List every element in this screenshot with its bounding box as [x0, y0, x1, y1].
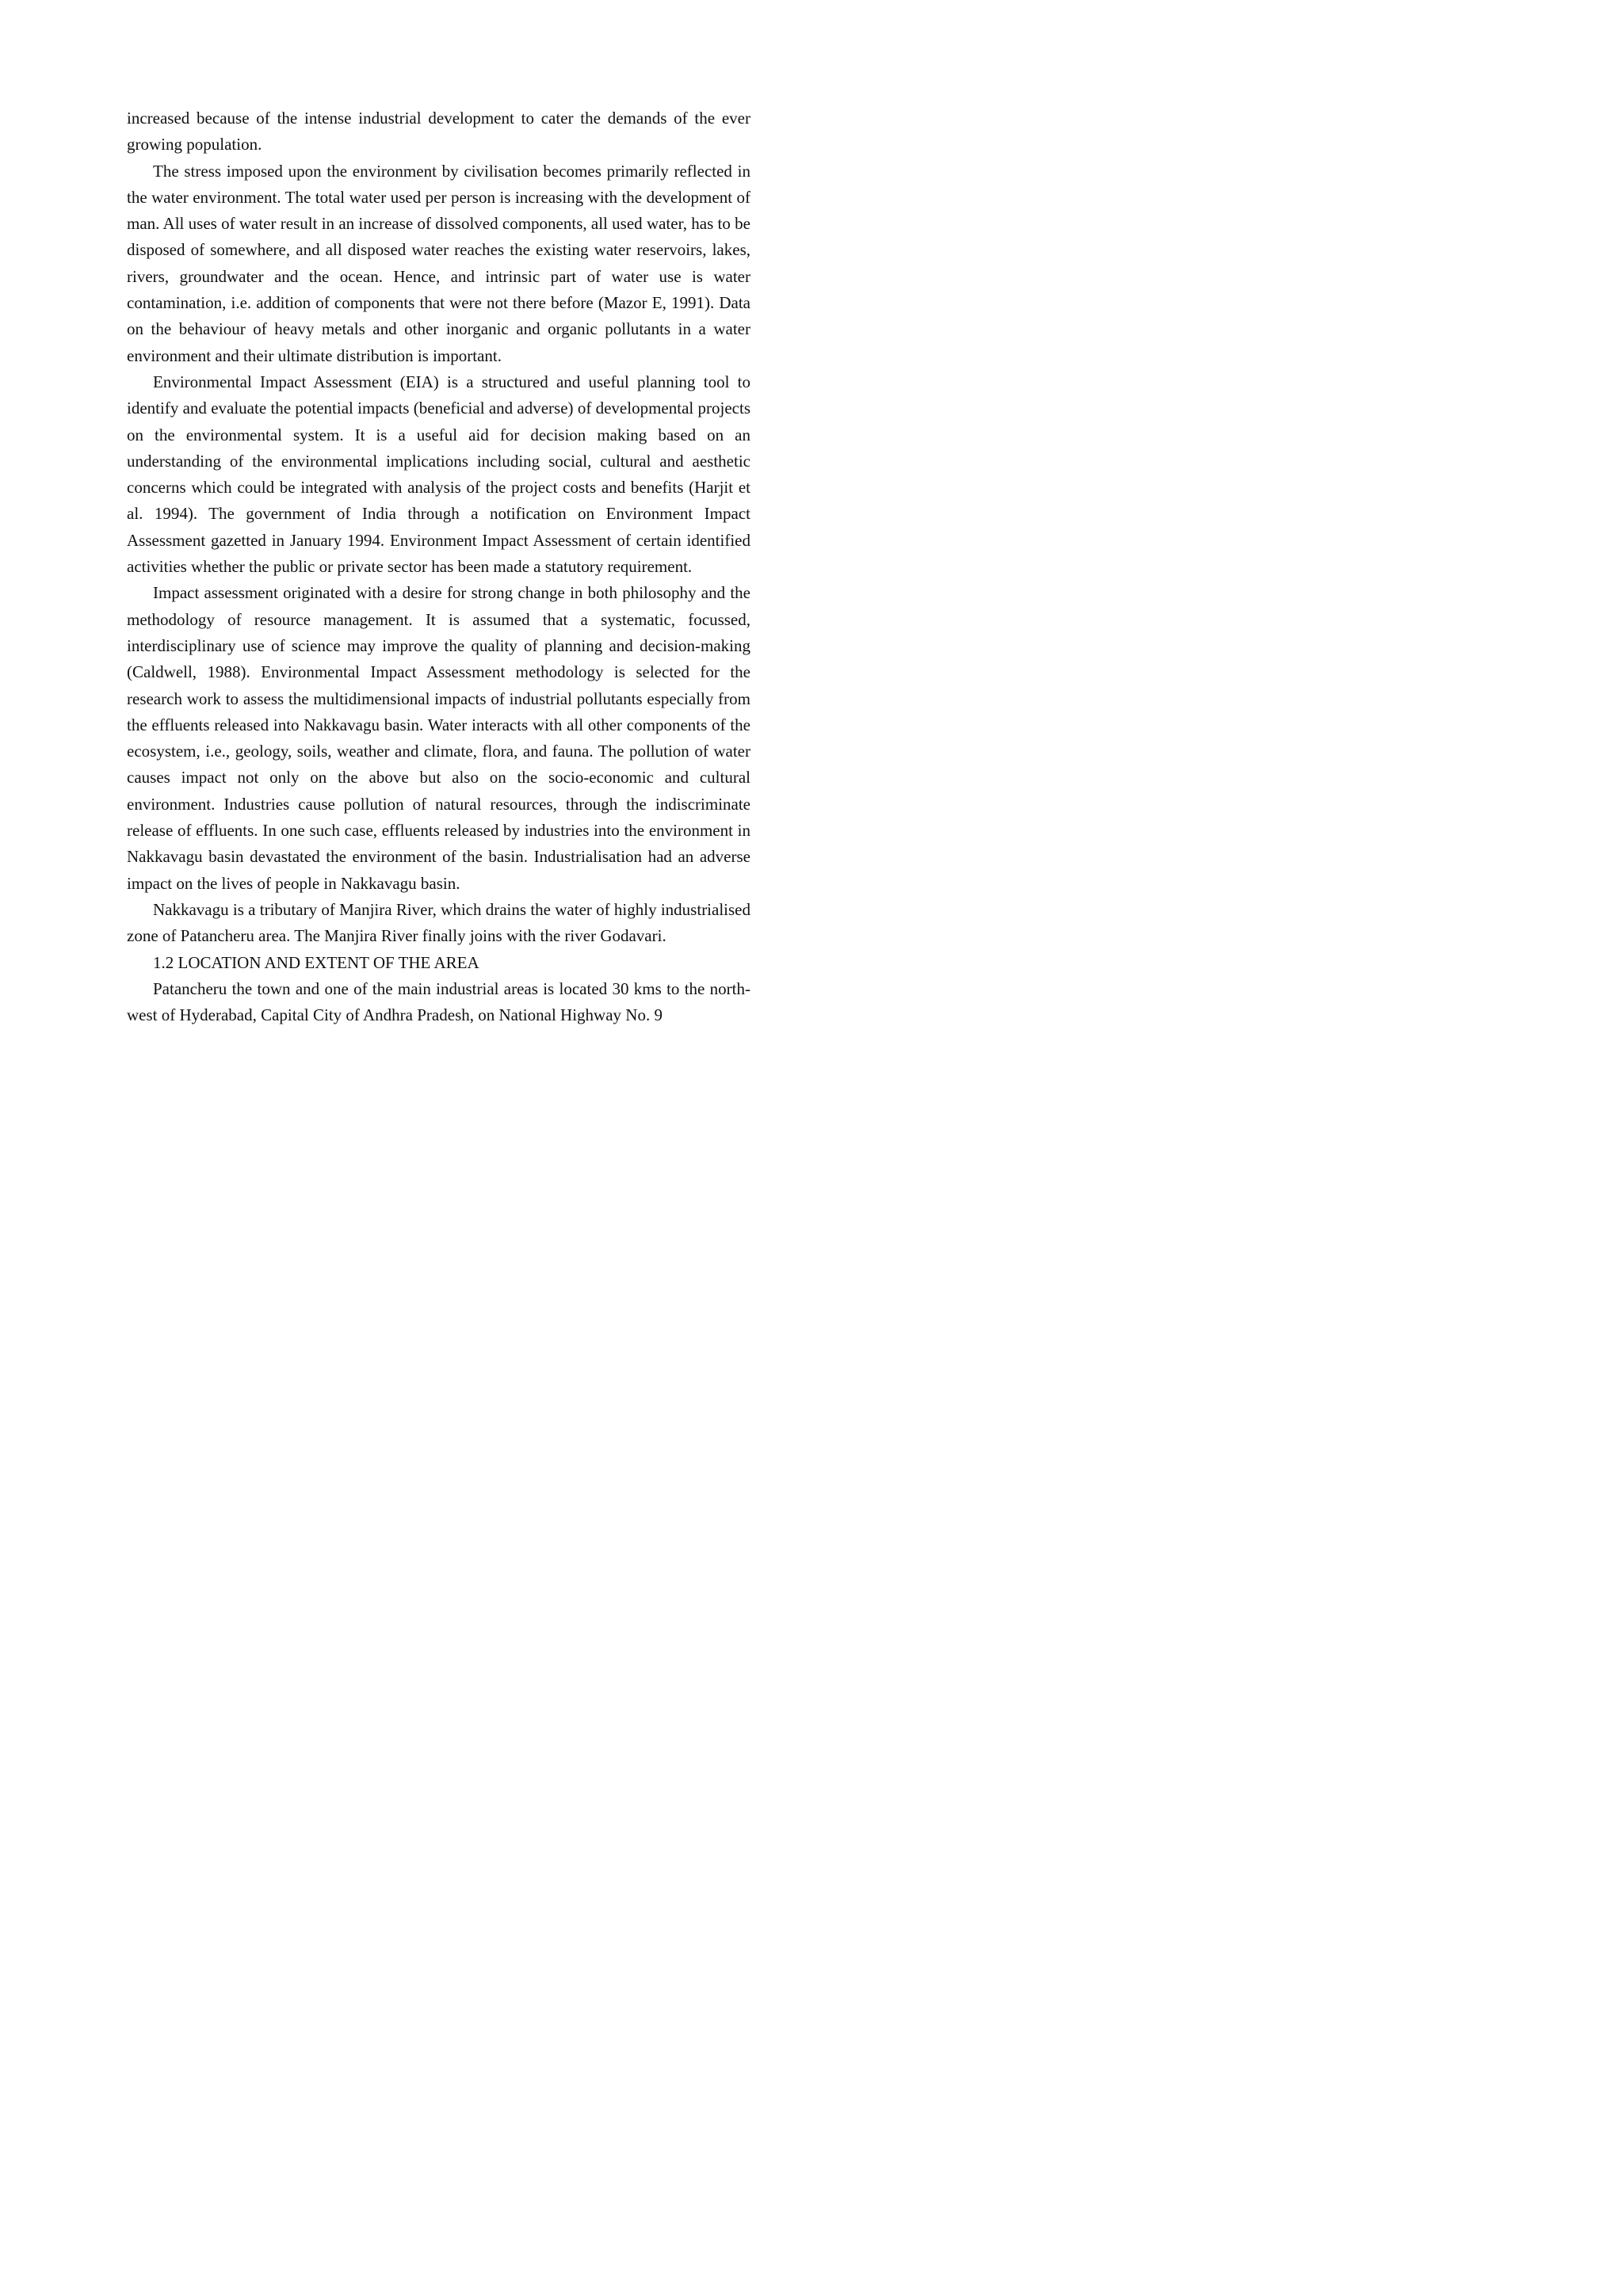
paragraph-water-environment: The stress imposed upon the environment by civilisation becomes primarily reflected in the water environment. The total water used per person is increasing with the development of man. All uses of water result in an increase of dissolved components, all used water, has to be disposed of somewhere, and all disposed water reaches the existing water reservoirs, lakes, rivers, groundwater and the ocean. Hence, and intrinsic part of water use is water contamination, i.e. addition of components that were not there before (Mazor E, 1991). Data on the behaviour of heavy metals and other inorganic and organic pollutants in a water environment and their ultimate distribution is important.	[127, 161, 750, 365]
paragraph-nakkavagu: Nakkavagu is a tributary of Manjira River, which drains the water of highly industrialised zone of Patancheru area. The Manjira River finally joins with the river Godavari.	[127, 899, 750, 946]
section-heading: 1.2 LOCATION AND EXTENT OF THE AREA	[153, 952, 479, 972]
paragraph-location: Patancheru the town and one of the main industrial areas is located 30 kms to the north-west of Hyderabad, Capital City of Andhra Pradesh, on National Highway No. 9	[127, 978, 750, 1025]
paragraph-impact-assessment: Impact assessment originated with a desire for strong change in both philosophy and the methodology of resource management. It is assumed that a systematic, focussed, interdisciplinary use of science may improve the quality of planning and decision-making (Caldwell, 1988). Environmental Impact Assessment methodology is selected for the research work to assess the multidimensional impacts of industrial pollutants especially from the effluents released into Nakkavagu basin. Water interacts with all other components of the ecosystem, i.e., geology, soils, weather and climate, flora, and fauna. The pollution of water causes impact not only on the above but also on the socio-economic and cultural environment. Industries cause pollution of natural resources, through the indiscriminate release of effluents. In one such case, effluents released by industries into the environment in Nakkavagu basin devastated the environment of the basin. Industrialisation had an adverse impact on the lives of people in Nakkavagu basin.	[127, 583, 750, 893]
paragraph-continuation: increased because of the intense industrial development to cater the demands of the ever growing population.	[127, 109, 750, 154]
paragraph-eia-definition: Environmental Impact Assessment (EIA) is a structured and useful planning tool to identify and evaluate the potential impacts (beneficial and adverse) of developmental projects on the environmental system. It is a useful aid for decision making based on an understanding of the environmental implications including social, cultural and aesthetic concerns which could be integrated with analysis of the project costs and benefits (Harjit et al. 1994). The government of India through a notification on Environment Impact Assessment gazetted in January 1994. Environment Impact Assessment of certain identified activities whether the public or private sector has been made a statutory requirement.	[127, 372, 750, 577]
document-page	[127, 105, 750, 1028]
